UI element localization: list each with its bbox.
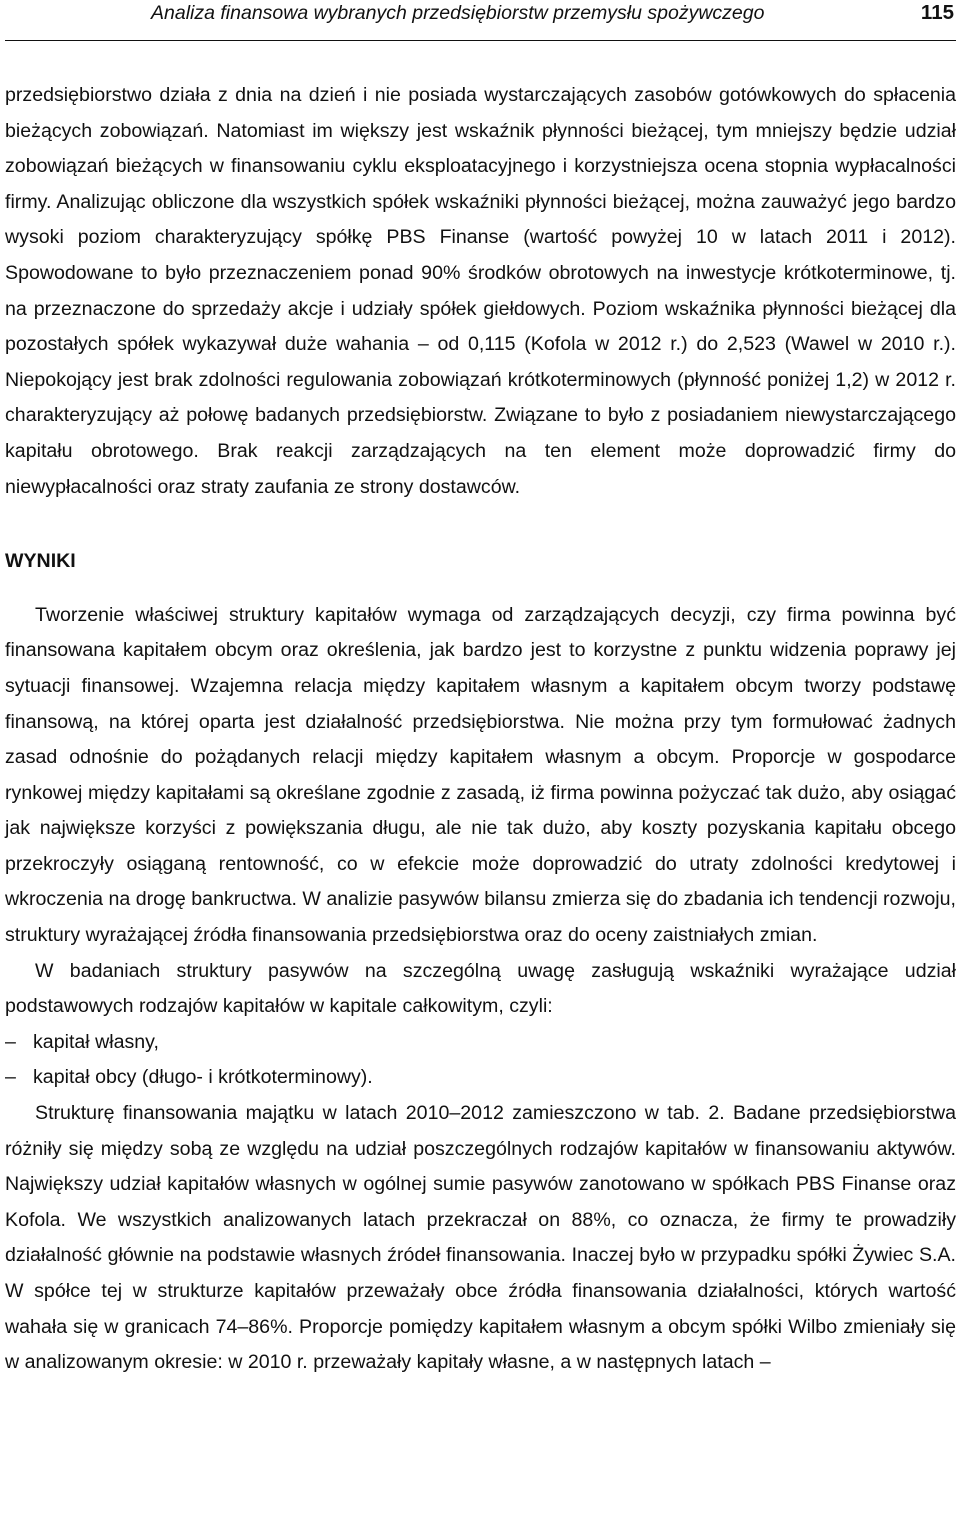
list-dash-marker: – — [5, 1066, 16, 1089]
paragraph-financing-structure: Strukturę finansowania majątku w latach 2010–2012 zamieszczono w tab. 2. Badane przedsiębiorstwa różniły się między sobą ze względu na udział poszczególnych rodzajów kapitałów w finansowaniu aktywów. Największy udział kapitałów własnych w ogólnej sumie pasywów zanotowano w spółkach PBS Finanse oraz Kofola. We wszystkich analizowanych latach przekraczał on 88%, co oznacza, że firmy te prowadziły działalność głównie na podstawie własnych źródeł finansowania. Inaczej było w przypadku spółki Żywiec S.A. W spółce tej w strukturze kapitałów przeważały obce źródła finansowania działalności, których wartość wahała się w granicach 74–86%. Proporcje pomiędzy kapitałem własnym a obcym spółki Wilbo zmieniały się w analizowanym okresie: w 2010 r. przeważały kapitały własne, a w następnych latach – — [5, 1102, 956, 1374]
list-item — [5, 1060, 956, 1096]
header-title: Analiza finansowa wybranych przedsiębiorstw przemysłu spożywczego — [151, 2, 765, 24]
results-section — [5, 598, 956, 1381]
list-item-text: kapitał własny, — [33, 1030, 159, 1053]
list-dash-marker: – — [5, 1030, 16, 1053]
document-page — [5, 0, 956, 1381]
section-heading: WYNIKI — [5, 550, 76, 573]
list-item — [5, 1025, 956, 1061]
paragraph-indicators-intro: W badaniach struktury pasywów na szczególną uwagę zasługują wskaźniki wyrażające udział podstawowych rodzajów kapitałów w kapitale całkowitym, czyli: — [5, 959, 956, 1018]
capital-types-list — [5, 1025, 956, 1096]
page-number: 115 — [920, 1, 954, 24]
list-item-text: kapitał obcy (długo- i krótkoterminowy). — [33, 1066, 373, 1089]
running-header — [5, 0, 956, 41]
paragraph-liquidity: przedsiębiorstwo działa z dnia na dzień i nie posiada wystarczających zasobów gotówkowych do spłacenia bieżących zobowiązań. Natomiast im większy jest wskaźnik płynności bieżącej, tym mniejszy będzie udział zobowiązań bieżących w finansowaniu cyklu eksploatacyjnego i korzystniejsza ocena stopnia wypłacalności firmy. Analizując obliczone dla wszystkich spółek wskaźniki płynności bieżącej, można zauważyć jego bardzo wysoki poziom charakteryzujący spółkę PBS Finanse (wartość powyżej 10 w latach 2011 i 2012). Spowodowane to było przeznaczeniem ponad 90% środków obrotowych na inwestycje krótkoterminowe, tj. na przeznaczone do sprzedaży akcje i udziały spółek giełdowych. Poziom wskaźnika płynności bieżącej dla pozostałych spółek wykazywał duże wahania – od 0,115 (Kofola w 2012 r.) do 2,523 (Wawel w 2010 r.). Niepokojący jest brak zdolności regulowania zobowiązań krótkoterminowych (płynność poniżej 1,2) w 2012 r. charakteryzujący aż połowę badanych przedsiębiorstw. Związane to było z posiadaniem niewystarczającego kapitału obrotowego. Brak reakcji zarządzających na ten element może doprowadzić firmy do niewypłacalności oraz straty zaufania ze strony dostawców. — [5, 84, 956, 498]
paragraph-capital-structure: Tworzenie właściwej struktury kapitałów wymaga od zarządzających decyzji, czy firma powinna być finansowana kapitałem obcym oraz określenia, jak bardzo jest to korzystne z punktu widzenia poprawy jej sytuacji finansowej. Wzajemna relacja między kapitałem własnym a kapitałem obcym tworzy podstawę finansową, na której oparta jest działalność przedsiębiorstwa. Nie można przy tym formułować żadnych zasad odnośnie do pożądanych relacji między kapitałem własnym a obcym. Proporcje w gospodarce rynkowej między kapitałami są określane zgodnie z zasadą, iż firma powinna pożyczać tak dużo, aby osiągać jak największe korzyści z powiększania długu, ale nie tak dużo, aby koszty pozyskania kapitału obcego przekroczyły osiąganą rentowność, co w efekcie może doprowadzić do utraty zdolności kredytowej i wkroczenia na drogę bankructwa. W analizie pasywów bilansu zmierza się do zbadania ich tendencji rozwoju, struktury wyrażającej źródła finansowania przedsiębiorstwa oraz do oceny zaistniałych zmian. — [5, 603, 956, 947]
